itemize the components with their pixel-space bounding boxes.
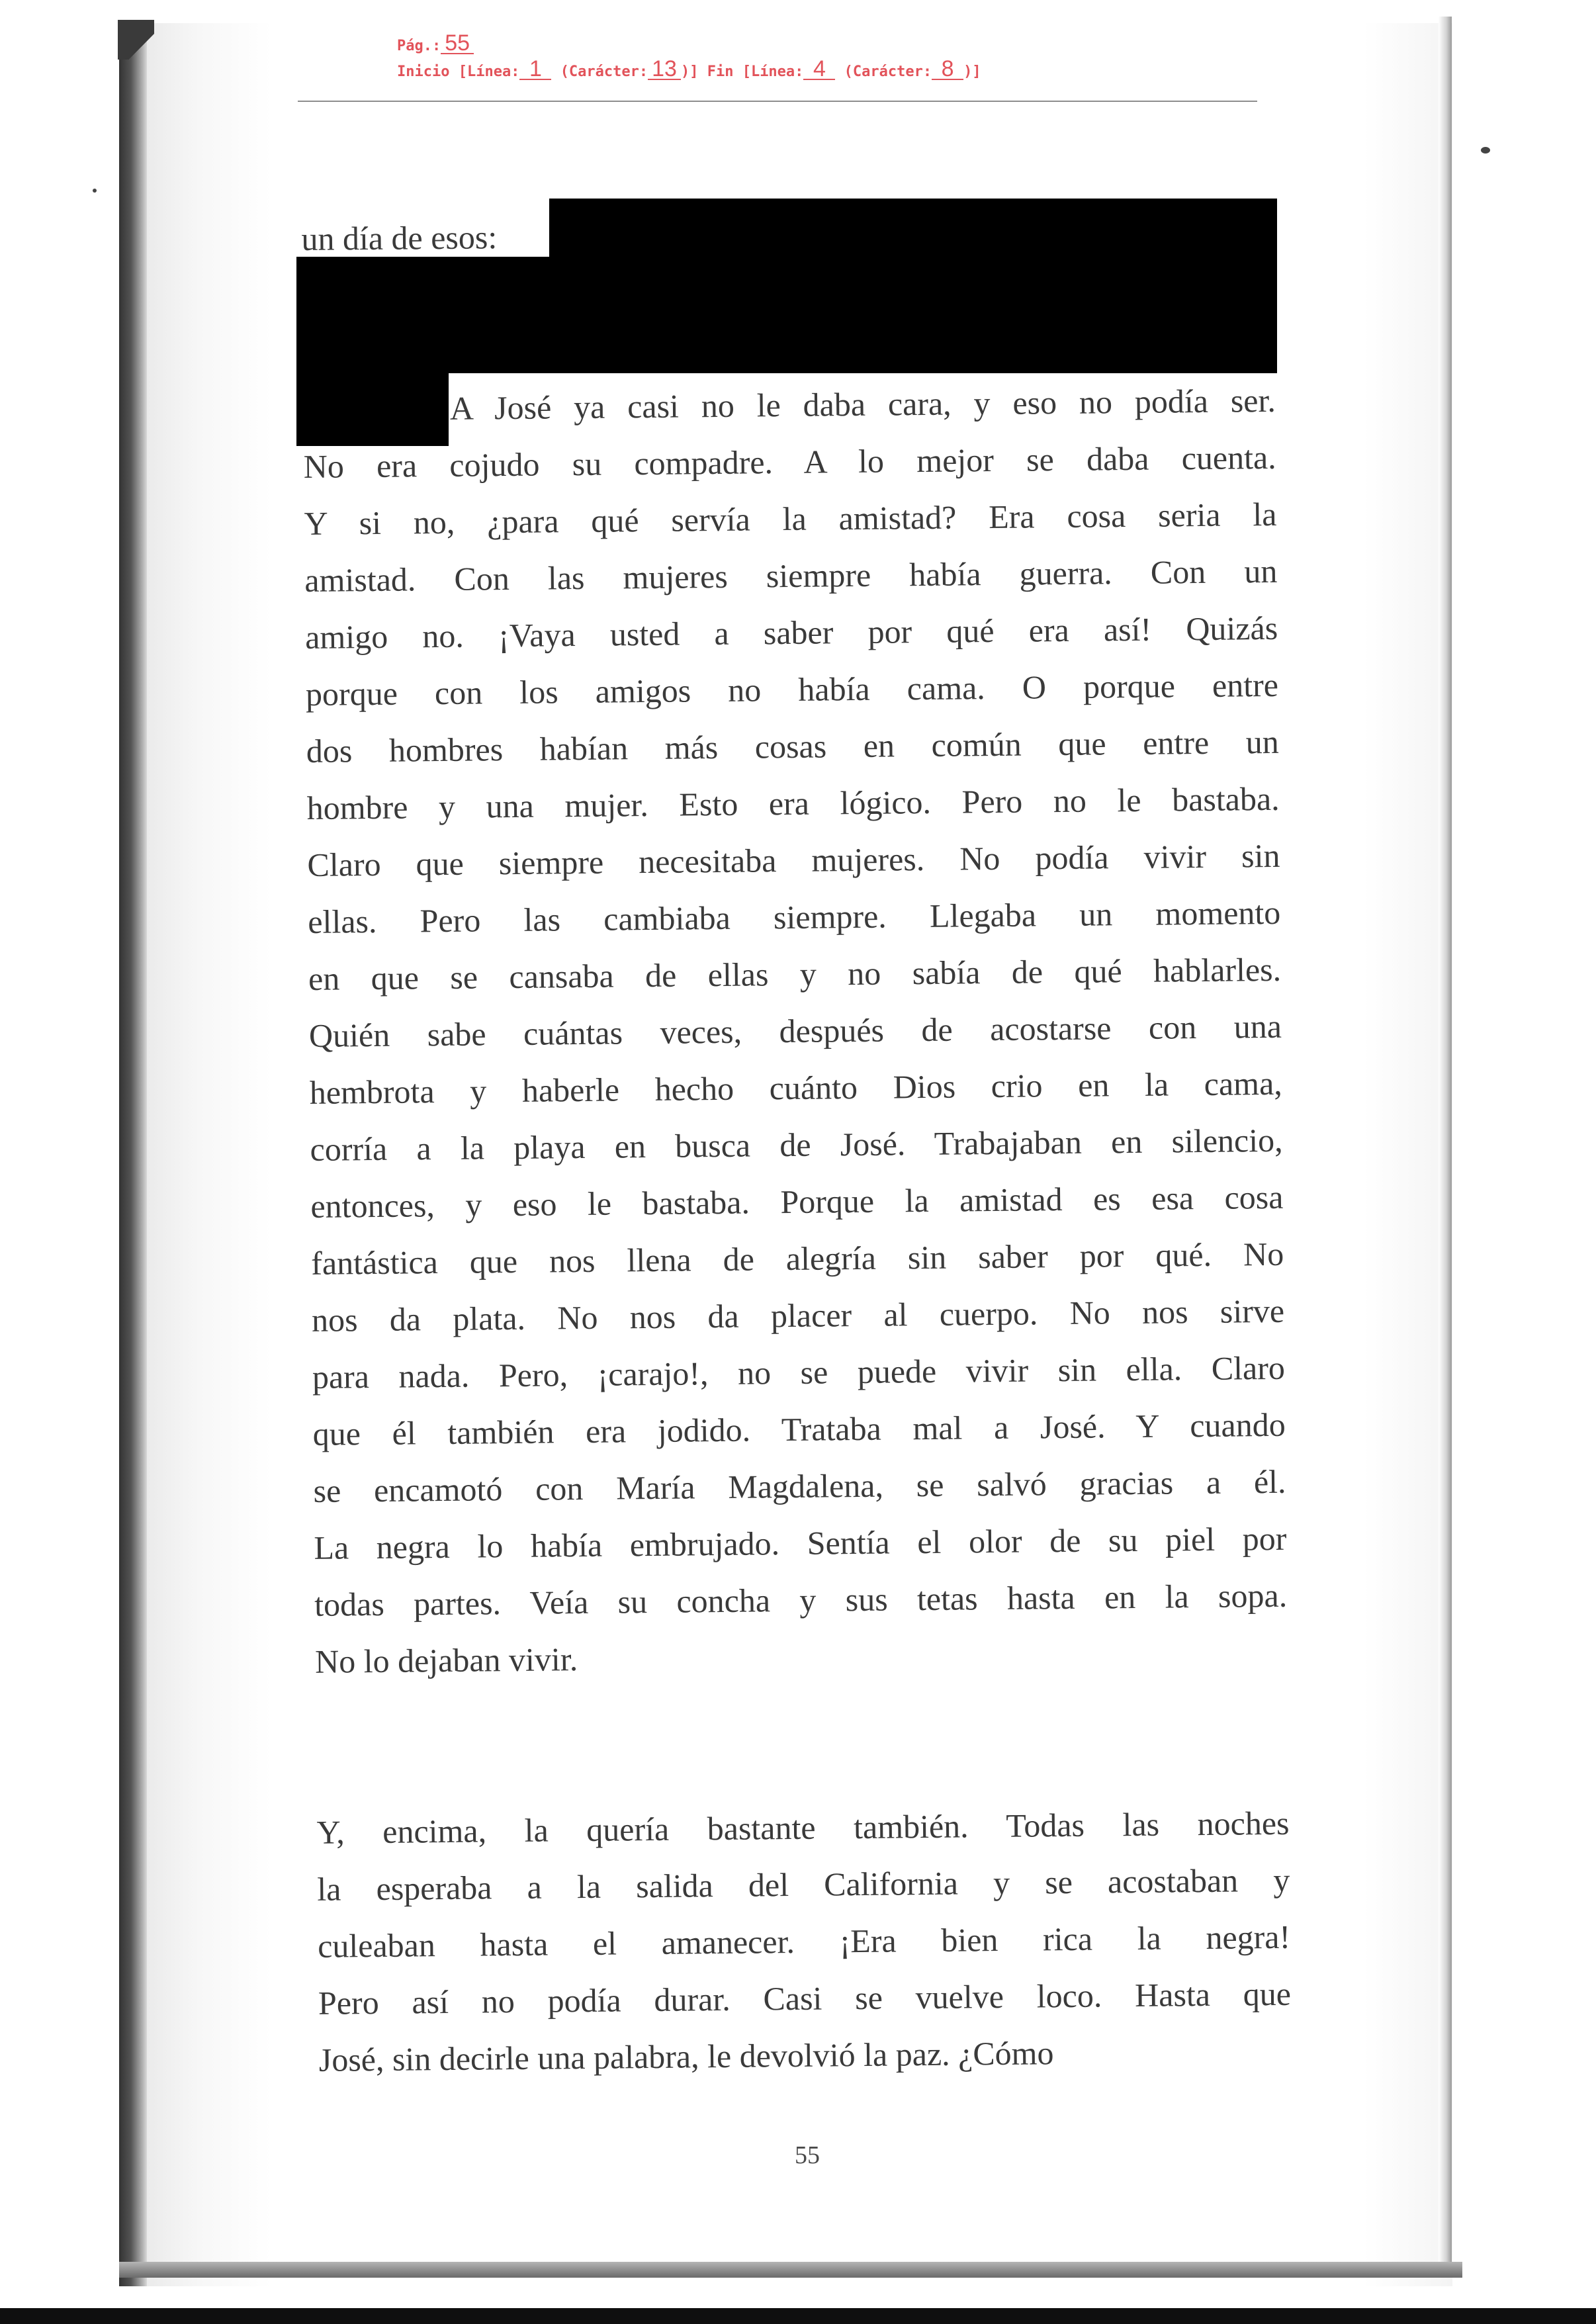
stamp-page-value: 55: [441, 33, 474, 54]
text-line: No lo dejaban vivir.: [314, 1640, 578, 1680]
text-line: culeaban hasta el amanecer. ¡Era bien rica la negra!: [317, 1918, 1291, 1965]
text-line: Claro que siempre necesitaba mujeres. No podía vivir sin: [307, 836, 1280, 883]
header-rule: [298, 101, 1257, 102]
stamp-fin-linea: 4: [803, 59, 835, 80]
text-line: en que se cansaba de ellas y no sabía de qué hablarles.: [308, 950, 1282, 997]
text-line: dos hombres habían más cosas en común que entre un: [306, 723, 1280, 770]
text-line: [301, 201, 1274, 267]
text-line: No era cojudo su compadre. A lo mejor se daba cuenta.: [303, 438, 1276, 485]
stamp-page-label: Pág.:: [397, 38, 441, 54]
stamp-fin-caracter-label: (Carácter:: [844, 64, 932, 80]
stamp-fin-label: Fin [Línea:: [707, 64, 804, 80]
page-number: 55: [795, 2141, 820, 2169]
paragraph-gap: [315, 1681, 1289, 1804]
text-line: La negra lo había embrujado. Sentía el olor de su piel por: [314, 1519, 1287, 1566]
text-line: la esperaba a la salida del California y se acostaban y: [317, 1861, 1290, 1908]
text-line: amigo no. ¡Vaya usted a saber por qué era así! Quizás: [304, 609, 1278, 656]
text-line-redacted: [302, 258, 1275, 324]
stamp-fin-close: )]: [963, 64, 981, 80]
scan-speck: [1481, 147, 1490, 154]
stamp-inicio-caracter: 13: [648, 59, 681, 80]
stamp-inicio-label: Inicio [Línea:: [397, 64, 520, 80]
text-line-redacted: [302, 315, 1276, 381]
body-text: [301, 201, 1292, 2088]
stamp-inicio-close: )]: [680, 64, 699, 80]
paragraph-2: [316, 1795, 1292, 2088]
book-spine: [119, 23, 147, 2286]
text-line: nos da plata. No nos da placer al cuerpo. No nos sirve: [311, 1292, 1285, 1339]
text-line: fantástica que nos llena de alegría sin saber por qué. No: [311, 1235, 1284, 1282]
stamp-range-row: [397, 56, 981, 85]
scan-speck: [93, 189, 97, 193]
text-line: todas partes. Veía su concha y sus tetas hasta en la sopa.: [314, 1576, 1288, 1623]
text-line: ellas. Pero las cambiaba siempre. Llegaba un momento: [308, 893, 1281, 940]
page-bottom-edge: [119, 2262, 1462, 2278]
text-line: corría a la playa en busca de José. Trabajaban en silencio,: [310, 1121, 1283, 1168]
text-line: amistad. Con las mujeres siempre había guerra. Con un: [304, 552, 1278, 599]
stamp-page-row: [397, 30, 981, 59]
text-line: Y, encima, la quería bastante también. Todas las noches: [316, 1804, 1290, 1851]
text-line: hombre y una mujer. Esto era lógico. Pero no le bastaba.: [306, 780, 1280, 827]
text-line: que él también era jodido. Trataba mal a José. Y cuando: [312, 1406, 1286, 1452]
text-line: Y si no, ¿para qué servía la amistad? Era cosa seria la: [304, 495, 1277, 542]
text-line: se encamotó con María Magdalena, se salvó gracias a él.: [313, 1462, 1286, 1509]
paragraph-1: [303, 429, 1288, 1690]
text-line: José, sin decirle una palabra, le devolvió la paz. ¿Cómo: [318, 2034, 1054, 2078]
text-line: porque con los amigos no había cama. O porque entre: [305, 666, 1279, 713]
text-line: entonces, y eso le bastaba. Porque la amistad es esa cosa: [310, 1178, 1284, 1225]
text-line: Pero así no podía durar. Casi se vuelve loco. Hasta que: [318, 1975, 1292, 2022]
stamp-inicio-linea: 1: [519, 59, 551, 80]
page-right-edge: [1439, 17, 1452, 2273]
text-line-1: un día de esos:: [301, 218, 498, 257]
stamp-inicio-caracter-label: (Carácter:: [560, 64, 648, 80]
text-line-4: A José ya casi no le daba cara, y eso no podía ser.: [449, 381, 1276, 427]
text-line: Quién sabe cuántas veces, después de acostarse con una: [308, 1007, 1282, 1054]
text-line: para nada. Pero, ¡carajo!, no se puede vivir sin ella. Claro: [312, 1349, 1286, 1396]
stamp-fin-caracter: 8: [932, 59, 963, 80]
annotation-stamp: [397, 30, 981, 85]
text-line: hembrota y haberle hecho cuánto Dios crio en la cama,: [309, 1064, 1282, 1111]
scanner-border: [0, 2308, 1596, 2324]
